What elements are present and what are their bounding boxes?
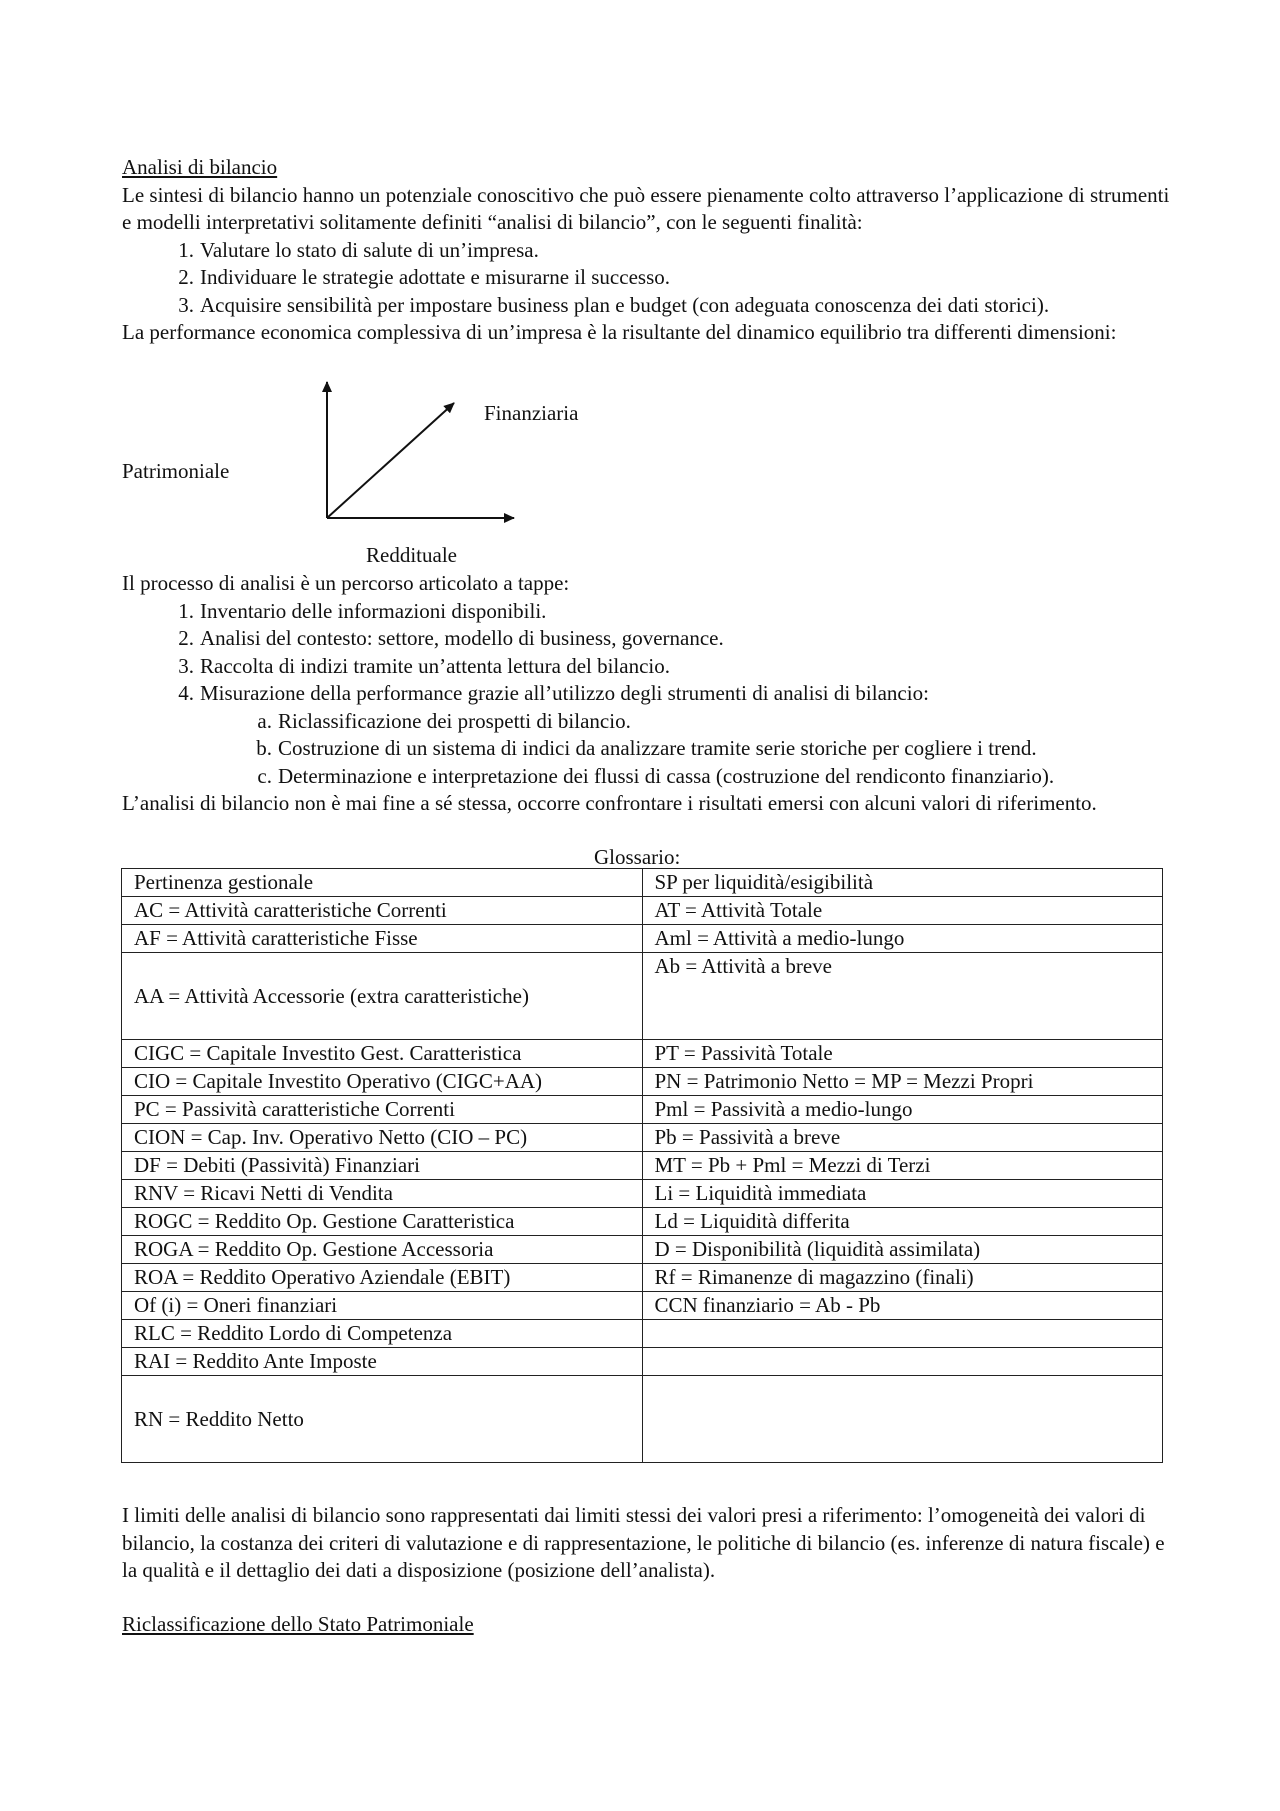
table-cell — [642, 1320, 1163, 1348]
table-cell: AF = Attività caratteristiche Fisse — [122, 925, 643, 953]
limits-paragraph: I limiti delle analisi di bilancio sono rappresentati dai limiti stessi dei valori presi a riferimento: l’omogeneità dei valori di bilancio, la costanza dei criteri di valutazione e di rappresentazione, le politiche di bilancio (es. inferenze di natura fiscale) e la qualità e il dettaglio dei dati a disposizione (posizione dell’analista). — [122, 1503, 1165, 1582]
table-cell: RAI = Reddito Ante Imposte — [122, 1348, 643, 1376]
table-cell: ROGC = Reddito Op. Gestione Caratteristica — [122, 1208, 643, 1236]
list-item — [122, 237, 1172, 265]
table-cell: CCN finanziario = Ab - Pb — [642, 1292, 1163, 1320]
list-item — [122, 735, 1172, 763]
table-cell: RNV = Ricavi Netti di Vendita — [122, 1180, 643, 1208]
section-heading-analisi: Analisi di bilancio — [122, 155, 278, 179]
analysis-note: L’analisi di bilancio non è mai fine a sé stessa, occorre confrontare i risultati emersi con alcuni valori di riferimento. — [122, 791, 1097, 815]
table-cell: ROA = Reddito Operativo Aziendale (EBIT) — [122, 1264, 643, 1292]
table-cell: AC = Attività caratteristiche Correnti — [122, 897, 643, 925]
label-patrimoniale: Patrimoniale — [122, 459, 230, 483]
table-cell: PN = Patrimonio Netto = MP = Mezzi Propri — [642, 1068, 1163, 1096]
list-text: Valutare lo stato di salute di un’impresa. — [200, 237, 539, 262]
table-cell: Aml = Attività a medio-lungo — [642, 925, 1163, 953]
table-row — [122, 1320, 1163, 1348]
table-cell: Li = Liquidità immediata — [642, 1180, 1163, 1208]
table-cell: CIO = Capitale Investito Operativo (CIGC+AA) — [122, 1068, 643, 1096]
table-cell — [642, 1348, 1163, 1376]
list-number: 2. — [178, 265, 194, 289]
table-row — [122, 1096, 1163, 1124]
list-item — [122, 763, 1172, 791]
list-number: 4. — [178, 681, 194, 705]
list-number: 1. — [178, 598, 194, 623]
table-cell: CION = Cap. Inv. Operativo Netto (CIO – PC) — [122, 1124, 643, 1152]
list-text: Raccolta di indizi tramite un’attenta lettura del bilancio. — [200, 653, 670, 678]
column-header: SP per liquidità/esigibilità — [642, 869, 1163, 897]
performance-paragraph: La performance economica complessiva di un’impresa è la risultante del dinamico equilibrio tra differenti dimensioni: — [122, 320, 1117, 344]
table-cell: Pml = Passività a medio-lungo — [642, 1096, 1163, 1124]
table-cell: Of (i) = Oneri finanziari — [122, 1292, 643, 1320]
table-row — [122, 1180, 1163, 1208]
table-row — [122, 953, 1163, 1040]
list-letter: a. — [257, 708, 272, 733]
table-cell: Pb = Passività a breve — [642, 1124, 1163, 1152]
glossary-title: Glossario: — [594, 845, 681, 869]
list-item — [122, 625, 1172, 653]
process-section — [122, 570, 1172, 818]
list-letter: c. — [257, 763, 272, 788]
list-text: Analisi del contesto: settore, modello di business, governance. — [200, 626, 724, 650]
table-row — [122, 1152, 1163, 1180]
list-item — [122, 264, 1172, 292]
table-cell: AA = Attività Accessorie (extra caratteristiche) — [122, 953, 643, 1040]
dimensions-diagram — [122, 380, 722, 570]
list-text: Costruzione di un sistema di indici da analizzare tramite serie storiche per cogliere i trend. — [278, 736, 1037, 760]
process-intro: Il processo di analisi è un percorso articolato a tappe: — [122, 571, 570, 595]
list-letter: b. — [256, 736, 272, 760]
list-item — [122, 680, 1172, 708]
steps-list — [122, 598, 1172, 708]
list-number: 1. — [178, 237, 194, 262]
intro-section — [122, 154, 1172, 347]
table-row — [122, 1348, 1163, 1376]
table-cell: ROGA = Reddito Op. Gestione Accessoria — [122, 1236, 643, 1264]
section-heading-riclassificazione: Riclassificazione dello Stato Patrimoniale — [122, 1612, 474, 1636]
table-row — [122, 897, 1163, 925]
table-cell: Ld = Liquidità differita — [642, 1208, 1163, 1236]
list-item — [122, 708, 1172, 736]
glossary-table — [121, 868, 1163, 1463]
table-row — [122, 1124, 1163, 1152]
label-finanziaria: Finanziaria — [484, 401, 579, 425]
table-cell: AT = Attività Totale — [642, 897, 1163, 925]
table-cell: DF = Debiti (Passività) Finanziari — [122, 1152, 643, 1180]
table-cell: RLC = Reddito Lordo di Competenza — [122, 1320, 643, 1348]
label-reddituale: Reddituale — [366, 543, 457, 567]
column-header: Pertinenza gestionale — [122, 869, 643, 897]
table-row — [122, 1208, 1163, 1236]
table-cell: PT = Passività Totale — [642, 1040, 1163, 1068]
list-text: Acquisire sensibilità per impostare business plan e budget (con adeguata conoscenza dei dati storici). — [200, 292, 1050, 317]
table-row — [122, 1068, 1163, 1096]
list-item — [122, 653, 1172, 681]
intro-paragraph: Le sintesi di bilancio hanno un potenziale conoscitivo che può essere pienamente colto attraverso l’applicazione di strumenti e modelli interpretativi solitamente definiti “analisi di bilancio”, con le seguenti finalità: — [122, 182, 1170, 234]
table-row — [122, 1040, 1163, 1068]
list-text: Misurazione della performance grazie all’utilizzo degli strumenti di analisi di bilancio: — [200, 681, 929, 705]
diagonal-axis — [327, 403, 454, 518]
table-cell: Rf = Rimanenze di magazzino (finali) — [642, 1264, 1163, 1292]
table-cell: Ab = Attività a breve — [642, 953, 1163, 1040]
table-cell: MT = Pb + Pml = Mezzi di Terzi — [642, 1152, 1163, 1180]
section2 — [122, 1611, 1172, 1639]
list-number: 3. — [178, 292, 194, 317]
table-cell: CIGC = Capitale Investito Gest. Caratteristica — [122, 1040, 643, 1068]
table-row — [122, 1236, 1163, 1264]
table-cell: D = Disponibilità (liquidità assimilata) — [642, 1236, 1163, 1264]
table-row — [122, 925, 1163, 953]
aims-list — [122, 237, 1172, 320]
substeps-list — [122, 708, 1172, 791]
list-item — [122, 292, 1172, 320]
list-number: 3. — [178, 653, 194, 678]
table-row — [122, 1264, 1163, 1292]
list-text: Determinazione e interpretazione dei flussi di cassa (costruzione del rendiconto finanziario). — [278, 763, 1055, 788]
table-cell: PC = Passività caratteristiche Correnti — [122, 1096, 643, 1124]
list-text: Riclassificazione dei prospetti di bilancio. — [278, 708, 631, 733]
table-cell: RN = Reddito Netto — [122, 1376, 643, 1463]
table-cell — [642, 1376, 1163, 1463]
table-header-row — [122, 869, 1163, 897]
list-text: Inventario delle informazioni disponibili. — [200, 598, 547, 623]
list-number: 2. — [178, 626, 194, 650]
table-row — [122, 1292, 1163, 1320]
list-item — [122, 598, 1172, 626]
limits-section — [122, 1502, 1172, 1585]
list-text: Individuare le strategie adottate e misurarne il successo. — [200, 265, 670, 289]
table-row — [122, 1376, 1163, 1463]
